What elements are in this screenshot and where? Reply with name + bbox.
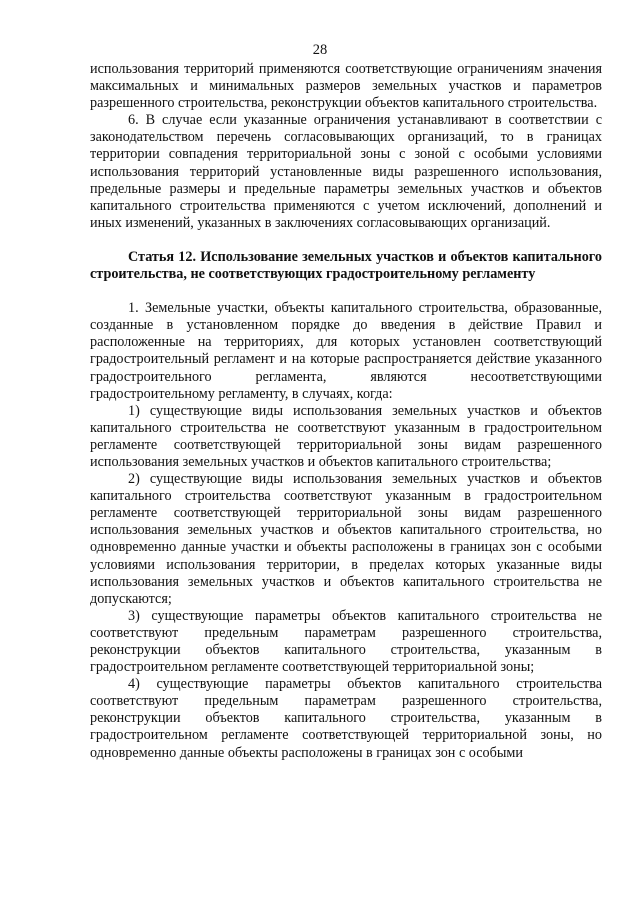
paragraph-6: 6. В случае если указанные ограничения устанавливают в соответствии с законодательством перечень согласовывающих организаций, то в границах территории совпадения территориальной зоны с зоной с особыми условиями использования территорий установленные виды разрешенного использования, предельные размеры и предельные параметры земельных участков и объектов капитального строительства применяются с учетом исключений, дополнений и иных изменений, указанных в заключениях согласовывающих организаций. xyxy=(90,112,602,231)
article-12-heading: Статья 12. Использование земельных участков и объектов капитального строительства, не соответствующих градостроительному регламенту xyxy=(90,248,602,283)
paragraph-1: 1. Земельные участки, объекты капитального строительства, образованные, созданные в установленном порядке до введения в действие Правил и расположенные на территориях, для которых установлен соответствующий градостроительный регламент и на которые распространяется действие указанного градостроительного регламента, являются несоответствующими градостроительному регламенту, в случаях, когда: xyxy=(90,300,602,402)
page-number: 28 xyxy=(312,42,328,58)
list-item-2: 2) существующие виды использования земельных участков и объектов капитального строительства соответствуют указанным в градостроительном регламенте соответствующей территориальной зоны видам разрешенного использования земельных участков и объектов капитального строительства, но одновременно данные участки и объекты расположены в границах зон с особыми условиями использования территории, в пределах которых указанные виды использования земельных участков и объектов капитального строительства не допускаются; xyxy=(90,471,602,607)
document-body xyxy=(90,61,602,762)
list-item-4: 4) существующие параметры объектов капитального строительства соответствуют предельным параметрам разрешенного строительства, реконструкции объектов капитального строительства, указанным в градостроительном регламенте соответствующей территориальной зоны, но одновременно данные объекты расположены в границах зон с особыми xyxy=(90,676,602,761)
list-item-1: 1) существующие виды использования земельных участков и объектов капитального строительства не соответствуют указанным в градостроительном регламенте соответствующей территориальной зоны видам разрешенного использования земельных участков и объектов капитального строительства; xyxy=(90,402,602,470)
paragraph-continuation: использования территорий применяются соответствующие ограничениям значения максимальных и минимальных размеров земельных участков и параметров разрешенного строительства, реконструкции объектов капитального строительства. xyxy=(90,61,602,112)
list-item-3: 3) существующие параметры объектов капитального строительства не соответствуют предельным параметрам разрешенного строительства, реконструкции объектов капитального строительства, указанным в градостроительном регламенте соответствующей территориальной зоны; xyxy=(90,607,602,676)
